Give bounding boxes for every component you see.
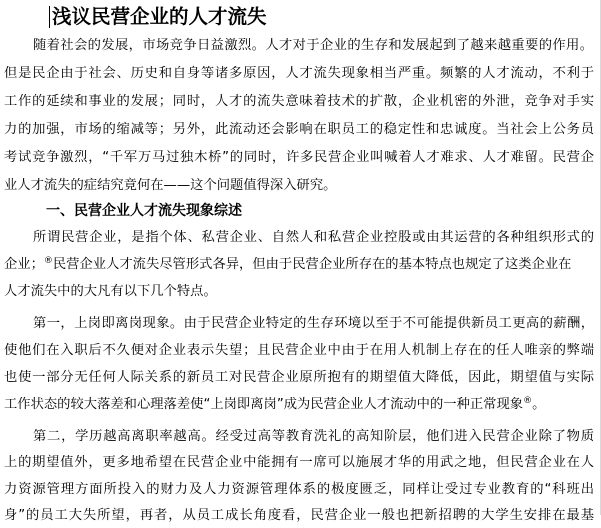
paragraph-line: 人才流失中的大凡有以下几个特点。 <box>4 284 217 299</box>
paragraph-line: 第一，上岗即离岗现象。由于民营企业特定的生存环境以至于不可能提供新员工更高的薪酬， <box>33 316 594 331</box>
footnote-marker: ® <box>523 396 533 406</box>
paragraph-line: 随着社会的发展，市场竞争日益激烈。人才对于企业的生存和发展起到了越来越重要的作用。 <box>33 38 593 53</box>
paragraph-line: 上的期望值外，更多地希望在民营企业中能拥有一席可以施展才华的用武之地，但民营企业在人 <box>4 455 594 470</box>
paragraph-line <box>0 253 594 277</box>
section-heading: 一、民营企业人才流失现象综述 <box>46 203 242 219</box>
paragraph-line: 第二，学历越高离职率越高。经受过高等教育洗礼的高知阶层，他们进入民营企业除了物质 <box>33 429 594 444</box>
line-text: 民营企业人才流失尽管形式各异，但由于民营企业所存在的基本特点也规定了这类企业在 <box>52 257 572 272</box>
paragraph-line: 使他们在入职后不久便对企业表示失望；且民营企业中由于在用人机制上存在的任人唯亲的弊端 <box>4 343 594 358</box>
line-text: 工作状态的较大落差和心理落差使“上岗即离岗”成为民营企业人才流动中的一种正常现象 <box>4 397 524 412</box>
paragraph-line: 考试竞争激烈，“千军万马过独木桥”的同时，许多民营企业叫喊着人才难求、人才难留。民营企 <box>4 150 594 165</box>
line-text: 企业； <box>4 257 44 272</box>
paragraph-line: 但是民企由于社会、历史和自身等诸多原因，人才流失现象相当严重。频繁的人才流动，不利于 <box>4 66 594 81</box>
paragraph-line: 业人才流失的症结究竟何在——这个问题值得深入研究。 <box>4 178 337 193</box>
paragraph-line <box>0 393 594 417</box>
line-text: 。 <box>532 397 546 412</box>
paragraph-line: 力资源管理方面所投入的财力及人力资源管理体系的极度匮乏，同样让受过专业教育的“科班出 <box>4 482 594 497</box>
document-title: 浅议民营企业的人才流失 <box>52 5 267 28</box>
paragraph-line: 也使一部分无任何人际关系的新员工对民营企业原所抱有的期望值大降低，因此，期望值与实际 <box>4 370 594 385</box>
paragraph-line: 所谓民营企业，是指个体、私营企业、自然人和私营企业控股或由其运营的各种组织形式的 <box>33 230 594 245</box>
footnote-marker: ® <box>43 256 53 266</box>
paragraph-line: 身”的员工大失所望，再者，从员工成长角度看，民营企业一般也把新招聘的大学生安排在最基 <box>4 508 594 523</box>
paragraph-line: 工作的延续和事业的发展；同时，人才的流失意味着技术的扩散，企业机密的外泄，竞争对手实 <box>4 94 594 109</box>
text-cursor <box>49 6 50 28</box>
paragraph-line: 力的加强，市场的缩减等；另外，此流动还会影响在职员工的稳定性和忠诚度。当社会上公务员 <box>4 122 594 137</box>
